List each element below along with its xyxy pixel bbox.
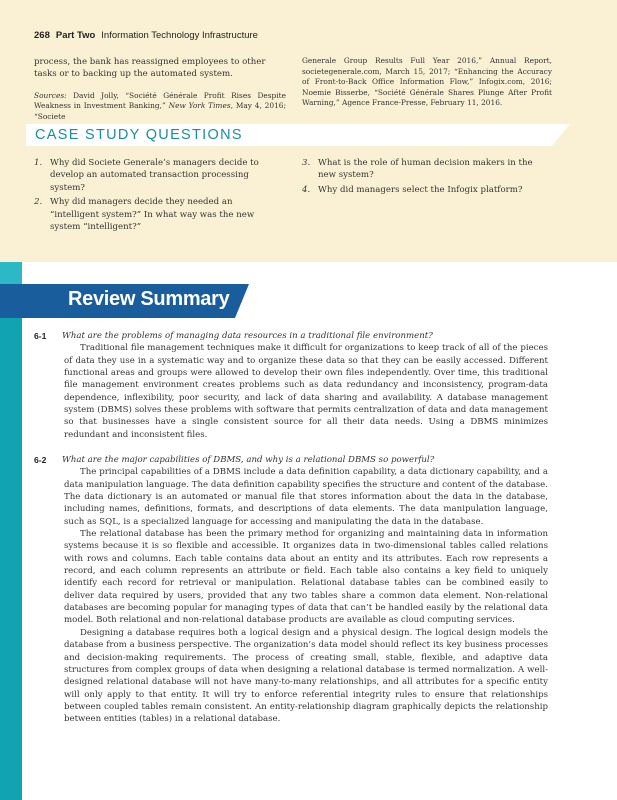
question-number: 1.	[34, 158, 43, 168]
sources-citation	[34, 91, 286, 123]
section-number: 6-1	[34, 331, 47, 341]
running-header	[34, 30, 258, 41]
sources-publication: New York Times,	[168, 101, 233, 111]
part-title: Information Technology Infrastructure	[101, 30, 258, 41]
review-summary-banner	[0, 284, 235, 318]
section-question: What are the major capabilities of DBMS, and why is a relational DBMS so powerful?	[62, 455, 435, 465]
question-number: 4.	[302, 184, 311, 195]
question-item	[302, 157, 552, 182]
review-section-6-2	[34, 454, 548, 726]
review-section-6-1	[34, 330, 548, 441]
section-heading	[34, 330, 548, 342]
question-text: Why did Societe Generale’s managers decide to develop an automated transaction processing system?	[50, 158, 259, 193]
case-paragraph: process, the bank has reassigned employees to other tasks or to backing up the automated system.	[34, 57, 266, 80]
question-number: 3.	[302, 158, 311, 168]
question-item	[34, 196, 284, 233]
case-text-right-column	[302, 56, 552, 109]
section-heading	[34, 454, 548, 466]
section-paragraph: The relational database has been the primary method for organizing and maintaining data in information systems because it is so flexible and accessible. It organizes data in two-dimensional tables called relations with rows and columns. Each table contains data about an entity and its attributes. Each row represents a record, and each column represents an attribute or field. Each table also contains a key field to uniquely identify each record for retrieval or manipulation. Relational database tables can be combined easily to deliver data required by users, provided that any two tables share a common data element. Non-relational databases are becoming popular for managing types of data that can’t be handled easily by the relational data model. Both relational and non-relational database products are available as cloud computing services.	[64, 529, 548, 626]
question-number: 2.	[34, 197, 43, 208]
sources-continued: Generale Group Results Full Year 2016,” Annual Report, societegenerale.com, March 15, 2017; “Enhancing the Accuracy of Front-to-Back Office Information Flow,” Infogix.com, 2016; Noemie Bisserbe, “Société Générale Shares Plunge After Profit Warning,” Agence France-Presse, February 11, 2016.	[302, 56, 552, 108]
review-summary-title: Review Summary	[68, 288, 230, 310]
case-study-questions-title: CASE STUDY QUESTIONS	[35, 127, 243, 143]
section-paragraph: Designing a database requires both a logical design and a physical design. The logical design models the database from a business perspective. The organization’s data model should reflect its key business processes and decision-making requirements. The process of creating small, stable, flexible, and adaptive data structures from complex groups of data when designing a relational database is termed normalization. A well-designed relational database will not have many-to-many relationships, and all attributes for a specific entity will only apply to that entity. It will try to enforce referential integrity rules to ensure that relationships between coupled tables remain consistent. An entity-relationship diagram graphically depicts the relationship between entities (tables) in a relational database.	[64, 627, 548, 725]
questions-right-column	[302, 157, 552, 198]
question-item	[302, 184, 552, 196]
sources-text-2: May 4, 2016; “Societe	[34, 101, 286, 121]
section-number: 6-2	[34, 455, 47, 465]
section-question: What are the problems of managing data resources in a traditional file environment?	[62, 331, 433, 341]
sources-label: Sources:	[34, 90, 67, 100]
questions-left-column	[34, 157, 284, 235]
part-label: Part Two	[55, 30, 96, 41]
sources-text-1: David Jolly, “Société Générale Profit Rises Despite Weakness in Investment Banking,”	[34, 90, 286, 111]
question-text: Why did managers select the Infogix platform?	[318, 184, 523, 195]
chapter-side-strip	[0, 262, 22, 800]
case-study-questions-heading	[26, 124, 552, 146]
section-paragraph: Traditional file management techniques make it difficult for organizations to keep track of all of the pieces of data they use in a systematic way and to organize these data so that they can be easily accessed. Different functional areas and groups were allowed to develop their own files independently. Over time, this traditional file management environment creates problems such as data redundancy and inconsistency, program-data dependence, inflexibility, poor security, and lack of data sharing and availability. A database management system (DBMS) solves these problems with software that permits centralization of data and data management so that businesses have a single consistent source for all their data needs. Using a DBMS minimizes redundant and inconsistent files.	[64, 343, 548, 440]
page-number: 268	[34, 30, 50, 41]
question-text: What is the role of human decision makers in the new system?	[318, 158, 533, 181]
question-text: Why did managers decide they needed an “intelligent system?” In what way was the new system “intelligent?”	[50, 197, 255, 233]
section-paragraph: The principal capabilities of a DBMS include a data definition capability, a data dictionary capability, and a data manipulation language. The data definition capability specifies the structure and content of the database. The data dictionary is an automated or manual file that stores information about the data in the database, including names, definitions, formats, and descriptions of data elements. The data manipulation language, such as SQL, is a specialized language for accessing and manipulating the data in the database.	[64, 467, 548, 527]
question-item	[34, 157, 284, 194]
case-text-left-column	[34, 56, 286, 123]
